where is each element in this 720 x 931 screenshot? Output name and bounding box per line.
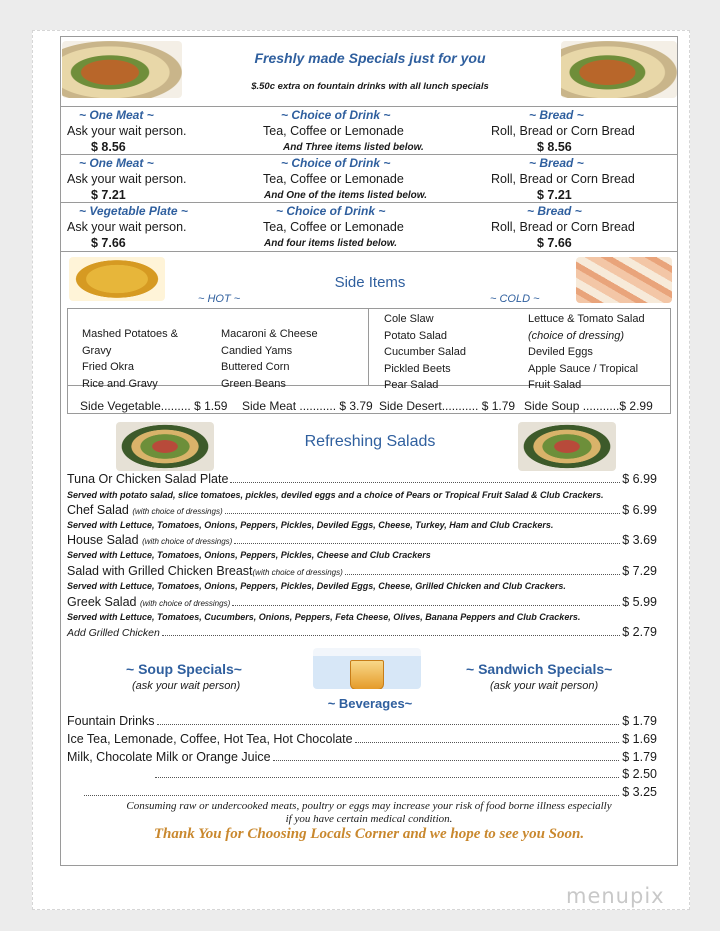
special-row (61, 202, 677, 252)
special-bread-heading: ~ Bread ~ (527, 204, 582, 218)
side-divider (368, 309, 369, 385)
salad-name: Chef Salad (67, 503, 129, 517)
salad-price: $ 3.69 (622, 533, 657, 547)
salad-extra: (with choice of dressings) (252, 568, 343, 577)
salad-desc: Served with Lettuce, Tomatoes, Onions, Peppers, Pickles, Cheese and Club Crackers (67, 550, 431, 560)
special-meat-price: $ 7.66 (91, 236, 126, 250)
beverage-name: Ice Tea, Lemonade, Coffee, Hot Tea, Hot Chocolate (67, 732, 353, 746)
iced-drink-photo (313, 648, 421, 689)
side-item: Fruit Salad (528, 379, 582, 392)
salad-extra: (with choice of dressings) (142, 537, 233, 546)
salad-extra: (with choice of dressings) (139, 599, 231, 608)
salad-name: Salad with Grilled Chicken Breast (67, 564, 253, 578)
shrimp-photo (576, 257, 672, 303)
hot-list-1 (80, 325, 180, 393)
side-item: Buttered Corn (221, 361, 290, 374)
special-bread-price: $ 8.56 (537, 140, 572, 154)
beverage-name: Milk, Chocolate Milk or Orange Juice (67, 750, 271, 764)
cold-label: ~ COLD ~ (490, 293, 540, 305)
food-warning-line2: if you have certain medical condition. (285, 813, 453, 825)
sandwich-specials-sub: (ask your wait person) (490, 680, 599, 692)
special-bread-price: $ 7.21 (537, 188, 572, 202)
salad-desc: Served with Lettuce, Tomatoes, Onions, Peppers, Pickles, Deviled Eggs, Cheese, Grilled Chicken and Club Crackers. (67, 581, 566, 591)
side-item: Cucumber Salad (384, 346, 466, 359)
special-drink-note: And One of the items listed below. (264, 190, 427, 201)
salad-item (67, 595, 657, 609)
beverage-item (67, 732, 657, 746)
beverage-item (82, 785, 657, 799)
side-item: Green Beans (221, 377, 286, 390)
special-bread-desc: Roll, Bread or Corn Bread (491, 220, 635, 234)
salad-name: Greek Salad (67, 595, 137, 609)
salad-price: $ 7.29 (622, 564, 657, 578)
salad-item (67, 564, 657, 578)
special-meat-heading: ~ One Meat ~ (79, 156, 154, 170)
side-item: Pear Salad (384, 379, 439, 392)
special-meat-heading: ~ One Meat ~ (79, 108, 154, 122)
salad-desc: Served with Lettuce, Tomatoes, Cucumbers, Onions, Peppers, Feta Cheese, Olives, Banana Peppers and Club Crackers. (67, 612, 581, 622)
side-item: Pickled Beets (384, 362, 451, 375)
side-item: Mashed Potatoes & (82, 328, 179, 340)
beverage-name: Fountain Drinks (67, 714, 155, 728)
special-meat-desc: Ask your wait person. (67, 172, 187, 186)
special-bread-heading: ~ Bread ~ (529, 156, 584, 170)
special-drink-note: And Three items listed below. (283, 142, 424, 153)
side-item: Fried Okra (82, 361, 134, 374)
side-desert-price: Side Desert........... $ 1.79 (379, 399, 516, 413)
side-item: Apple Sauce / Tropical (528, 362, 639, 375)
beverages-title: ~ Beverages~ (327, 696, 413, 711)
beverage-price: $ 3.25 (622, 785, 657, 799)
thank-you-message: Thank You for Choosing Locals Corner and we hope to see you Soon. (153, 826, 585, 842)
special-meat-desc: Ask your wait person. (67, 124, 187, 138)
side-vegetable-price: Side Vegetable......... $ 1.59 (80, 399, 228, 413)
special-drink-heading: ~ Choice of Drink ~ (276, 204, 386, 218)
special-row (61, 154, 677, 202)
special-drink-desc: Tea, Coffee or Lemonade (263, 172, 404, 186)
addon-name: Add Grilled Chicken (67, 627, 160, 639)
addon-price: $ 2.79 (622, 625, 657, 639)
salad-item (67, 503, 657, 517)
side-item: Potato Salad (384, 329, 447, 342)
side-item: Deviled Eggs (528, 346, 593, 359)
salad-item (67, 472, 657, 486)
salads-title: Refreshing Salads (304, 433, 436, 450)
menupix-watermark: menupix (566, 884, 665, 908)
special-meat-desc: Ask your wait person. (67, 220, 187, 234)
beverage-price: $ 1.79 (622, 714, 657, 728)
side-item: Candied Yams (221, 344, 293, 357)
cold-list-1 (382, 310, 468, 395)
side-meat-price: Side Meat ........... $ 3.79 (242, 399, 373, 413)
side-item: Gravy (82, 344, 112, 357)
salad-price: $ 5.99 (622, 595, 657, 609)
salad-photo-left (116, 422, 214, 471)
side-item: (choice of dressing) (528, 329, 624, 342)
side-item: Macaroni & Cheese (221, 328, 318, 340)
hot-label: ~ HOT ~ (198, 293, 241, 305)
side-items-title: Side Items (334, 274, 406, 291)
special-drink-heading: ~ Choice of Drink ~ (281, 108, 391, 122)
salad-photo-right (518, 422, 616, 471)
salad-desc: Served with Lettuce, Tomatoes, Onions, Peppers, Pickles, Deviled Eggs, Cheese, Turkey, Ham and Club Crackers. (67, 520, 554, 530)
special-drink-note: And four items listed below. (264, 238, 397, 249)
side-soup-price: Side Soup ...........$ 2.99 (524, 399, 653, 413)
soup-specials-title: ~ Soup Specials~ (126, 661, 242, 677)
beverage-price: $ 1.79 (622, 750, 657, 764)
side-item: Cole Slaw (384, 313, 434, 325)
hot-list-2 (219, 325, 320, 393)
side-item: Rice and Gravy (82, 377, 158, 390)
food-warning-line1: Consuming raw or undercooked meats, poultry or eggs may increase your risk of food borne illness especially (126, 800, 612, 812)
special-meat-heading: ~ Vegetable Plate ~ (79, 204, 188, 218)
cold-list-2 (526, 310, 647, 395)
beverage-item (67, 714, 657, 728)
special-meat-price: $ 8.56 (91, 140, 126, 154)
special-bread-heading: ~ Bread ~ (529, 108, 584, 122)
plate-photo-left (62, 41, 182, 98)
salad-name: House Salad (67, 533, 139, 547)
salad-addon (67, 625, 657, 639)
soup-specials-sub: (ask your wait person) (132, 680, 241, 692)
special-bread-desc: Roll, Bread or Corn Bread (491, 172, 635, 186)
side-item: Lettuce & Tomato Salad (528, 313, 645, 325)
side-items-box (67, 308, 671, 414)
beverage-item (153, 767, 657, 781)
header-title: Freshly made Specials just for you (254, 50, 486, 66)
special-meat-price: $ 7.21 (91, 188, 126, 202)
salad-price: $ 6.99 (622, 503, 657, 517)
plate-photo-right (561, 41, 677, 98)
special-bread-price: $ 7.66 (537, 236, 572, 250)
special-bread-desc: Roll, Bread or Corn Bread (491, 124, 635, 138)
header-note: $.50c extra on fountain drinks with all lunch specials (251, 81, 489, 92)
macaroni-photo (69, 257, 165, 301)
beverage-item (67, 750, 657, 764)
special-row (61, 106, 677, 154)
sandwich-specials-title: ~ Sandwich Specials~ (466, 661, 613, 677)
salad-price: $ 6.99 (622, 472, 657, 486)
special-drink-heading: ~ Choice of Drink ~ (281, 156, 391, 170)
salad-desc: Served with potato salad, slice tomatoes, pickles, deviled eggs and a choice of Pears or Tropical Fruit Salad & Club Crackers. (67, 490, 604, 500)
special-drink-desc: Tea, Coffee or Lemonade (263, 124, 404, 138)
beverage-price: $ 1.69 (622, 732, 657, 746)
salad-name: Tuna Or Chicken Salad Plate (67, 472, 229, 486)
special-drink-desc: Tea, Coffee or Lemonade (263, 220, 404, 234)
beverage-price: $ 2.50 (622, 767, 657, 781)
salad-extra: (with choice of dressings) (132, 507, 223, 516)
salad-item (67, 533, 657, 547)
